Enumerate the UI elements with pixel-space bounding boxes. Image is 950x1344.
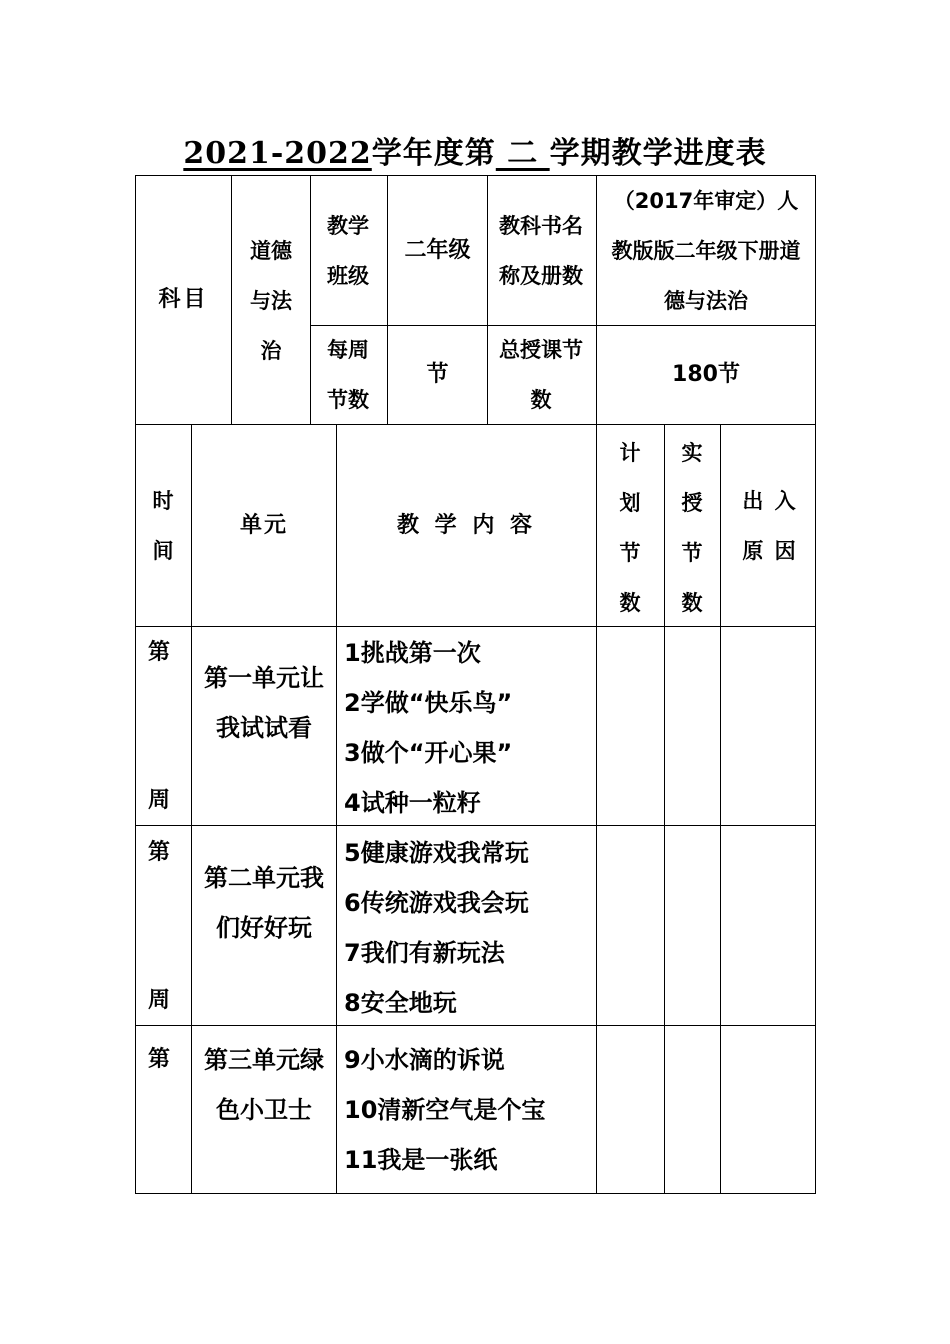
- book-label: 教科书名称及册数: [499, 213, 583, 288]
- class-label: 教学班级: [327, 213, 369, 288]
- list-item: 1挑战第一次: [344, 639, 481, 667]
- list-item: 8安全地玩: [344, 989, 457, 1017]
- body-col-line-5: [720, 424, 721, 1194]
- book-value: （2017年审定）人教版版二年级下册道德与法治: [611, 188, 801, 313]
- list-item: 5健康游戏我常玩: [344, 839, 529, 867]
- subject-label: 科目: [158, 287, 209, 312]
- row3-week-top: 第: [148, 1047, 171, 1072]
- total-label: 总授课节数: [499, 338, 583, 412]
- list-item: 10清新空气是个宝: [344, 1096, 546, 1124]
- row1-lessons: [344, 628, 594, 828]
- col-actual-header: 实授节数: [681, 441, 703, 615]
- header-col-line-1: [231, 175, 232, 425]
- list-item: 11我是一张纸: [344, 1146, 498, 1174]
- body-col-line-3: [596, 424, 597, 1194]
- total-value: 180节: [672, 362, 740, 387]
- row3-unit: 第三单元绿色小卫士: [204, 1046, 324, 1124]
- col-reason-header: 出 入 原 因: [742, 488, 807, 563]
- col-planned-header: 计划节数: [619, 441, 641, 615]
- header-col-line-4: [487, 175, 488, 425]
- row2-week-top: 第: [148, 840, 171, 865]
- title-post: 学期教学进度表: [549, 136, 767, 171]
- weekly-value: 节: [426, 362, 449, 387]
- row2-lessons: [344, 828, 594, 1028]
- list-item: 7我们有新玩法: [344, 939, 505, 967]
- title-year: 2021-2022: [183, 136, 372, 171]
- table-border-bottom: [135, 1193, 816, 1194]
- list-item: 3做个“开心果”: [344, 739, 513, 767]
- list-item: 4试种一粒籽: [344, 789, 481, 817]
- table-border-right: [815, 175, 816, 1194]
- title-pre: 学年度第: [371, 136, 496, 171]
- body-col-line-4: [664, 424, 665, 1194]
- subject-value: 道德与法治: [250, 239, 292, 363]
- row2-unit: 第二单元我们好好玩: [204, 864, 324, 942]
- list-item: 2学做“快乐鸟”: [344, 689, 513, 717]
- col-unit-header: 单元: [239, 512, 288, 538]
- row2-week-bottom: 周: [148, 988, 171, 1013]
- list-item: 9小水滴的诉说: [344, 1046, 505, 1074]
- col-time-header: 时间: [152, 488, 174, 563]
- row1-week-bottom: 周: [148, 788, 171, 813]
- class-value: 二年级: [404, 237, 471, 263]
- weekly-label: 每周节数: [327, 338, 369, 412]
- row1-week-top: 第: [148, 640, 171, 665]
- list-item: 6传统游戏我会玩: [344, 889, 529, 917]
- row1-unit: 第一单元让我试试看: [204, 664, 324, 742]
- header-col-line-2: [310, 175, 311, 425]
- column-header-bottom-border: [135, 626, 816, 627]
- title-semester: 二: [495, 136, 550, 171]
- col-content-header: 教 学 内 容: [397, 512, 536, 538]
- row3-lessons: [344, 1035, 594, 1185]
- page-title: [0, 128, 950, 172]
